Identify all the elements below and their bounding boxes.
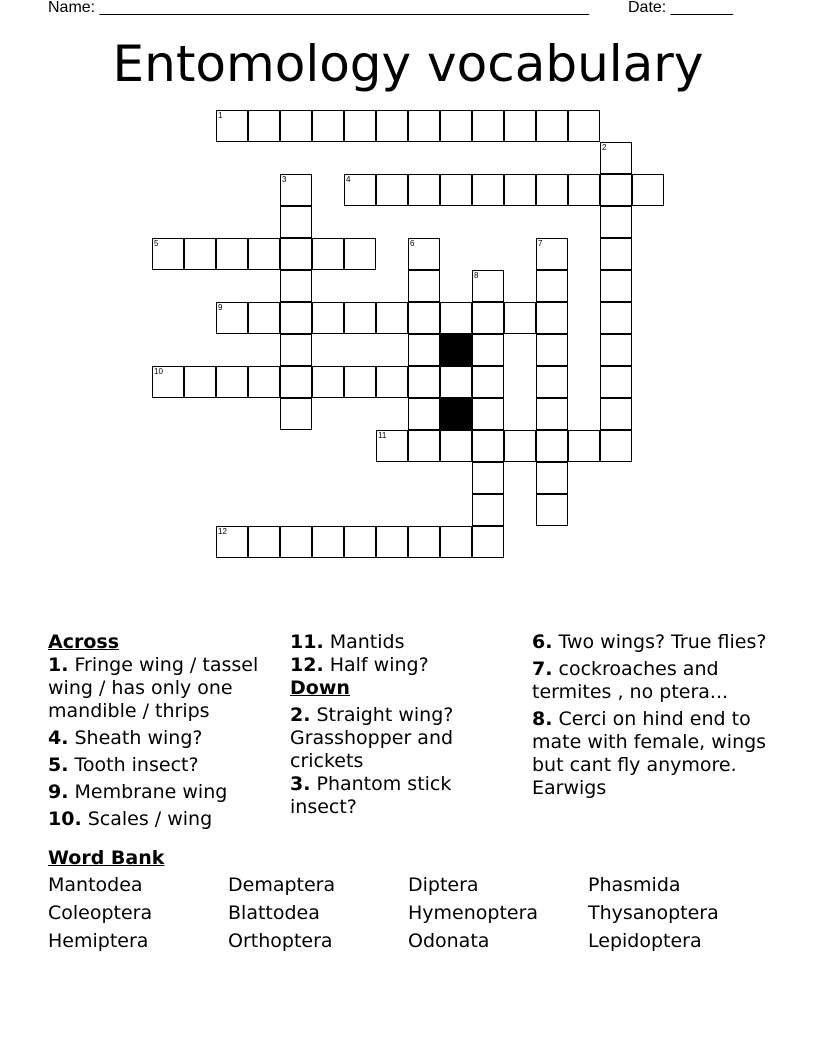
grid-cell[interactable] — [536, 462, 568, 494]
word-bank-item: Hemiptera — [48, 930, 149, 952]
grid-cell[interactable] — [344, 366, 376, 398]
blocked-cell — [440, 334, 472, 366]
across-clue-12: 12. Half wing? — [290, 654, 429, 676]
grid-cell[interactable] — [280, 526, 312, 558]
grid-cell[interactable] — [408, 430, 440, 462]
grid-cell[interactable] — [440, 366, 472, 398]
clue-number-label: 5 — [154, 239, 159, 248]
grid-cell[interactable] — [280, 398, 312, 430]
grid-cell[interactable] — [568, 174, 600, 206]
across-heading: Across — [48, 631, 120, 653]
grid-cell[interactable] — [536, 110, 568, 142]
down-clue-8: 8. Cerci on hind end to mate with female, wings but cant fly anymore. Earwigs — [532, 708, 767, 799]
grid-cell[interactable] — [376, 110, 408, 142]
grid-cell[interactable] — [568, 430, 600, 462]
word-bank-item: Lepidoptera — [588, 930, 702, 952]
grid-cell[interactable] — [600, 238, 632, 270]
grid-cell[interactable] — [600, 334, 632, 366]
grid-cell[interactable] — [344, 526, 376, 558]
word-bank-item: Odonata — [408, 930, 490, 952]
grid-cell[interactable] — [248, 110, 280, 142]
grid-cell[interactable] — [408, 302, 440, 334]
grid-cell[interactable] — [440, 110, 472, 142]
grid-cell[interactable] — [248, 366, 280, 398]
grid-cell[interactable] — [600, 366, 632, 398]
grid-cell[interactable] — [536, 270, 568, 302]
grid-cell[interactable] — [536, 494, 568, 526]
down-clue-6: 6. Two wings? True flies? — [532, 631, 767, 653]
grid-cell[interactable] — [408, 334, 440, 366]
grid-cell[interactable] — [504, 302, 536, 334]
grid-cell[interactable] — [600, 302, 632, 334]
grid-cell[interactable] — [376, 526, 408, 558]
grid-cell[interactable] — [600, 270, 632, 302]
clues-column-3 — [532, 631, 768, 804]
grid-cell[interactable] — [280, 270, 312, 302]
grid-cell[interactable] — [312, 110, 344, 142]
blocked-cell — [440, 398, 472, 430]
grid-cell[interactable] — [440, 302, 472, 334]
grid-cell[interactable] — [280, 238, 312, 270]
grid-cell[interactable] — [312, 238, 344, 270]
grid-cell[interactable] — [408, 398, 440, 430]
grid-cell[interactable] — [440, 174, 472, 206]
word-bank-item: Phasmida — [588, 874, 681, 896]
grid-cell[interactable] — [344, 238, 376, 270]
page-title: Entomology vocabulary — [112, 35, 704, 93]
clue-number-label: 3 — [282, 175, 287, 184]
word-bank-list — [48, 874, 768, 953]
grid-cell[interactable] — [376, 302, 408, 334]
down-clue-2: 2. Straight wing? Grasshopper and crickets — [290, 704, 454, 772]
clues-column-2 — [290, 631, 522, 819]
clue-number-label: 4 — [346, 175, 351, 184]
grid-cell[interactable] — [504, 430, 536, 462]
grid-cell[interactable] — [600, 430, 632, 462]
grid-cell[interactable] — [472, 430, 504, 462]
grid-cell[interactable] — [248, 238, 280, 270]
grid-cell[interactable] — [184, 366, 216, 398]
clue-number-label: 7 — [538, 239, 543, 248]
grid-cell[interactable] — [472, 174, 504, 206]
grid-cell[interactable] — [216, 366, 248, 398]
grid-cell[interactable] — [344, 110, 376, 142]
clue-number-label: 6 — [410, 239, 415, 248]
grid-cell[interactable] — [280, 110, 312, 142]
clue-number-label: 11 — [378, 431, 387, 440]
grid-cell[interactable] — [280, 366, 312, 398]
grid-cell[interactable] — [440, 526, 472, 558]
grid-cell[interactable] — [248, 302, 280, 334]
word-bank-item: Coleoptera — [48, 902, 153, 924]
grid-cell[interactable] — [536, 334, 568, 366]
grid-cell[interactable] — [472, 110, 504, 142]
grid-cell[interactable] — [472, 366, 504, 398]
grid-cell[interactable] — [408, 270, 440, 302]
down-clue-3: 3. Phantom stick insect? — [290, 773, 452, 818]
clue-number-label: 8 — [474, 271, 479, 280]
grid-cell[interactable] — [376, 366, 408, 398]
down-heading: Down — [290, 677, 350, 699]
grid-cell[interactable] — [536, 302, 568, 334]
name-field-label: Name: _______________________________________________________ — [48, 0, 589, 16]
clue-number-label: 9 — [218, 303, 223, 312]
grid-cell[interactable] — [280, 302, 312, 334]
grid-cell[interactable] — [504, 174, 536, 206]
word-bank-item: Thysanoptera — [588, 902, 719, 924]
across-clue-11: 11. Mantids — [290, 631, 405, 653]
grid-cell[interactable] — [600, 206, 632, 238]
word-bank — [48, 847, 768, 953]
grid-cell[interactable] — [472, 526, 504, 558]
grid-cell[interactable] — [568, 110, 600, 142]
word-bank-item: Demaptera — [228, 874, 336, 896]
across-clue-9: 9. Membrane wing — [48, 781, 228, 803]
clue-number-label: 12 — [218, 527, 227, 536]
grid-cell[interactable] — [536, 398, 568, 430]
grid-cell[interactable] — [312, 526, 344, 558]
word-bank-item: Blattodea — [228, 902, 320, 924]
grid-cell[interactable] — [216, 238, 248, 270]
across-clue-10: 10. Scales / wing — [48, 808, 213, 830]
grid-cell[interactable] — [376, 174, 408, 206]
grid-cell[interactable] — [408, 110, 440, 142]
word-bank-item: Hymenoptera — [408, 902, 539, 924]
word-bank-heading: Word Bank — [48, 847, 165, 869]
grid-cell[interactable] — [248, 526, 280, 558]
date-field-label: Date: _______ — [628, 0, 733, 16]
grid-cell[interactable] — [280, 206, 312, 238]
grid-cell[interactable] — [472, 398, 504, 430]
down-clue-7: 7. cockroaches and termites , no ptera... — [532, 658, 729, 703]
clues-column-1 — [48, 631, 276, 835]
word-bank-item: Mantodea — [48, 874, 143, 896]
grid-cell[interactable] — [312, 302, 344, 334]
grid-cell[interactable] — [536, 366, 568, 398]
grid-cell[interactable] — [312, 366, 344, 398]
grid-cell[interactable] — [504, 110, 536, 142]
grid-cell[interactable] — [600, 174, 632, 206]
across-clue-4: 4. Sheath wing? — [48, 727, 203, 749]
grid-cell[interactable] — [536, 174, 568, 206]
grid-cell[interactable] — [632, 174, 664, 206]
grid-cell[interactable] — [280, 334, 312, 366]
clue-number-label: 10 — [154, 367, 163, 376]
clue-number-label: 1 — [218, 111, 223, 120]
across-clue-1: 1. Fringe wing / tassel wing / has only one mandible / thrips — [48, 654, 259, 722]
grid-cell[interactable] — [472, 302, 504, 334]
grid-cell[interactable] — [408, 174, 440, 206]
grid-cell[interactable] — [344, 302, 376, 334]
grid-cell[interactable] — [472, 462, 504, 494]
clue-number-label: 2 — [602, 143, 607, 152]
grid-cell[interactable] — [440, 430, 472, 462]
grid-cell[interactable] — [600, 398, 632, 430]
grid-cell[interactable] — [184, 238, 216, 270]
grid-cell[interactable] — [472, 334, 504, 366]
grid-cell[interactable] — [472, 494, 504, 526]
word-bank-item: Diptera — [408, 874, 479, 896]
grid-cell[interactable] — [536, 430, 568, 462]
grid-cell[interactable] — [408, 526, 440, 558]
word-bank-item: Orthoptera — [228, 930, 333, 952]
grid-cell[interactable] — [408, 366, 440, 398]
across-clue-5: 5. Tooth insect? — [48, 754, 199, 776]
